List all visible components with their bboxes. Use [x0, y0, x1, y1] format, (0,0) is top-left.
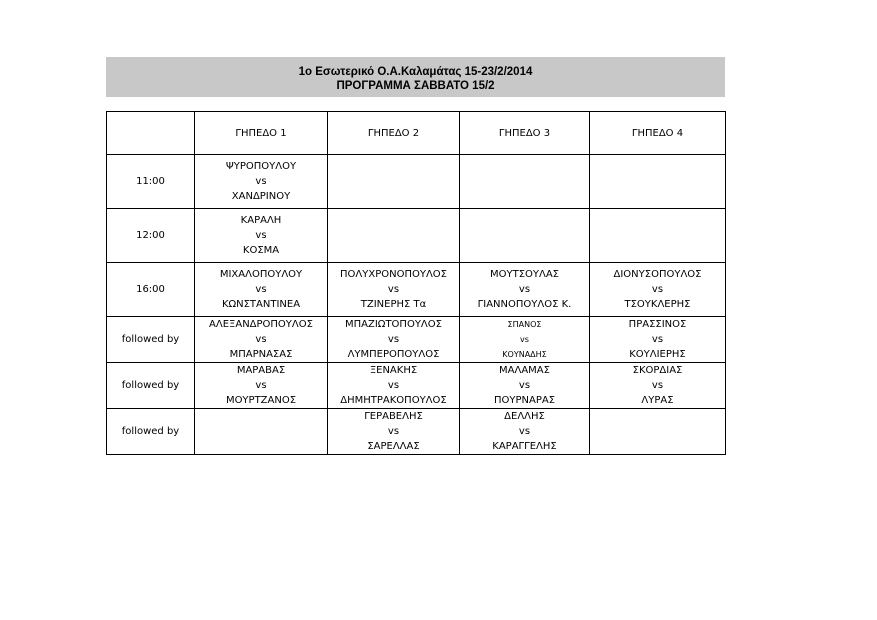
- player-one: ΑΛΕΞΑΝΔΡΟΠΟΥΛΟΣ: [209, 319, 313, 330]
- match-cell: [590, 155, 726, 209]
- match-cell: [195, 155, 328, 209]
- time-slot: 12:00: [107, 209, 195, 263]
- header-time-cell: [107, 112, 195, 155]
- player-one: ΜΙΧΑΛΟΠΟΥΛΟΥ: [219, 269, 303, 280]
- versus-label: vs: [651, 334, 664, 345]
- player-two: ΛΥΜΠΕΡΟΠΟΥΛΟΣ: [347, 349, 440, 360]
- schedule-row: [107, 409, 726, 455]
- time-slot: followed by: [107, 409, 195, 455]
- player-one: ΔΙΟΝΥΣΟΠΟΥΛΟΣ: [613, 269, 702, 280]
- player-one: ΓΕΡΑΒΕΛΗΣ: [364, 411, 423, 422]
- player-two: ΔΗΜΗΤΡΑΚΟΠΟΥΛΟΣ: [340, 395, 447, 406]
- match-cell: [460, 409, 590, 455]
- versus-label: vs: [518, 426, 531, 437]
- player-two: ΜΟΥΡΤΖΑΝΟΣ: [225, 395, 297, 406]
- match-cell: [328, 363, 460, 409]
- schedule-table: [106, 111, 726, 455]
- match-cell: [195, 263, 328, 317]
- header-court-2: ΓΗΠΕΔΟ 2: [328, 112, 460, 155]
- versus-label: vs: [518, 284, 531, 295]
- player-two: ΚΑΡΑΓΓΕΛΗΣ: [492, 441, 557, 452]
- player-one: ΣΠΑΝΟΣ: [507, 320, 542, 329]
- versus-label: vs: [387, 334, 400, 345]
- player-two: ΤΣΟΥΚΛΕΡΗΣ: [624, 299, 691, 310]
- match-cell: [195, 209, 328, 263]
- player-one: ΨΥΡΟΠΟΥΛΟΥ: [225, 161, 297, 172]
- player-two: ΠΟΥΡΝΑΡΑΣ: [493, 395, 556, 406]
- versus-label: vs: [518, 380, 531, 391]
- versus-label: vs: [387, 380, 400, 391]
- schedule-row: [107, 209, 726, 263]
- match-cell: [590, 209, 726, 263]
- versus-label: vs: [255, 176, 267, 187]
- header-row: [107, 112, 726, 155]
- versus-label: vs: [651, 380, 664, 391]
- player-two: ΚΩΝΣΤΑΝΤΙΝΕΑ: [221, 299, 301, 310]
- match-cell: [328, 409, 460, 455]
- player-one: ΣΚΟΡΔΙΑΣ: [632, 365, 683, 376]
- player-two: ΜΠΑΡΝΑΣΑΣ: [229, 349, 293, 360]
- time-slot: followed by: [107, 363, 195, 409]
- player-two: ΚΟΥΛΙΕΡΗΣ: [629, 349, 686, 360]
- schedule-row: [107, 263, 726, 317]
- match-cell: [590, 317, 726, 363]
- match-cell: [460, 363, 590, 409]
- header-court-3: ΓΗΠΕΔΟ 3: [460, 112, 590, 155]
- versus-label: vs: [387, 426, 400, 437]
- match-cell: [590, 409, 726, 455]
- document-title-bar: [106, 57, 725, 97]
- match-cell: [328, 209, 460, 263]
- time-slot: 11:00: [107, 155, 195, 209]
- player-two: ΤΖΙΝΕΡΗΣ Τα: [360, 299, 427, 310]
- time-slot: followed by: [107, 317, 195, 363]
- match-cell: [328, 317, 460, 363]
- versus-label: vs: [255, 334, 267, 345]
- match-cell: [328, 155, 460, 209]
- versus-label: vs: [387, 284, 400, 295]
- player-one: ΠΟΛΥΧΡΟΝΟΠΟΥΛΟΣ: [340, 269, 447, 280]
- player-one: ΞΕΝΑΚΗΣ: [369, 365, 418, 376]
- player-two: ΣΑΡΕΛΛΑΣ: [367, 441, 420, 452]
- player-two: ΧΑΝΔΡΙΝΟΥ: [231, 191, 291, 202]
- versus-label: vs: [651, 284, 664, 295]
- match-cell: [195, 409, 328, 455]
- match-cell: [460, 317, 590, 363]
- match-cell: [590, 363, 726, 409]
- header-court-4: ΓΗΠΕΔΟ 4: [590, 112, 726, 155]
- match-cell: [195, 317, 328, 363]
- versus-label: vs: [255, 284, 267, 295]
- match-cell: [460, 263, 590, 317]
- schedule-row: [107, 155, 726, 209]
- schedule-row: [107, 317, 726, 363]
- versus-label: vs: [255, 380, 267, 391]
- player-one: ΜΟΥΤΣΟΥΛΑΣ: [489, 269, 559, 280]
- player-one: ΜΠΑΖΙΩΤΟΠΟΥΛΟΣ: [345, 319, 442, 330]
- match-cell: [195, 363, 328, 409]
- player-one: ΔΕΛΛΗΣ: [504, 411, 545, 422]
- player-two: ΓΙΑΝΝΟΠΟΥΛΟΣ Κ.: [477, 299, 572, 310]
- player-two: ΛΥΡΑΣ: [641, 395, 674, 406]
- tournament-title: 1ο Εσωτερικό Ο.Α.Καλαμάτας 15-23/2/2014: [298, 66, 533, 78]
- match-cell: [590, 263, 726, 317]
- time-slot: 16:00: [107, 263, 195, 317]
- versus-label: vs: [520, 335, 529, 344]
- player-two: ΚΟΣΜΑ: [242, 245, 280, 256]
- schedule-row: [107, 363, 726, 409]
- player-one: ΜΑΡΑΒΑΣ: [236, 365, 286, 376]
- player-one: ΜΑΛΑΜΑΣ: [499, 365, 550, 376]
- schedule-title: ΠΡΟΓΡΑΜΜΑ ΣΑΒΒΑΤΟ 15/2: [336, 80, 495, 92]
- player-one: ΚΑΡΑΛΗ: [240, 215, 282, 226]
- match-cell: [328, 263, 460, 317]
- header-court-1: ΓΗΠΕΔΟ 1: [195, 112, 328, 155]
- versus-label: vs: [255, 230, 267, 241]
- player-one: ΠΡΑΣΣΙΝΟΣ: [628, 319, 687, 330]
- player-two: ΚΟΥΝΑΔΗΣ: [502, 350, 547, 359]
- match-cell: [460, 209, 590, 263]
- match-cell: [460, 155, 590, 209]
